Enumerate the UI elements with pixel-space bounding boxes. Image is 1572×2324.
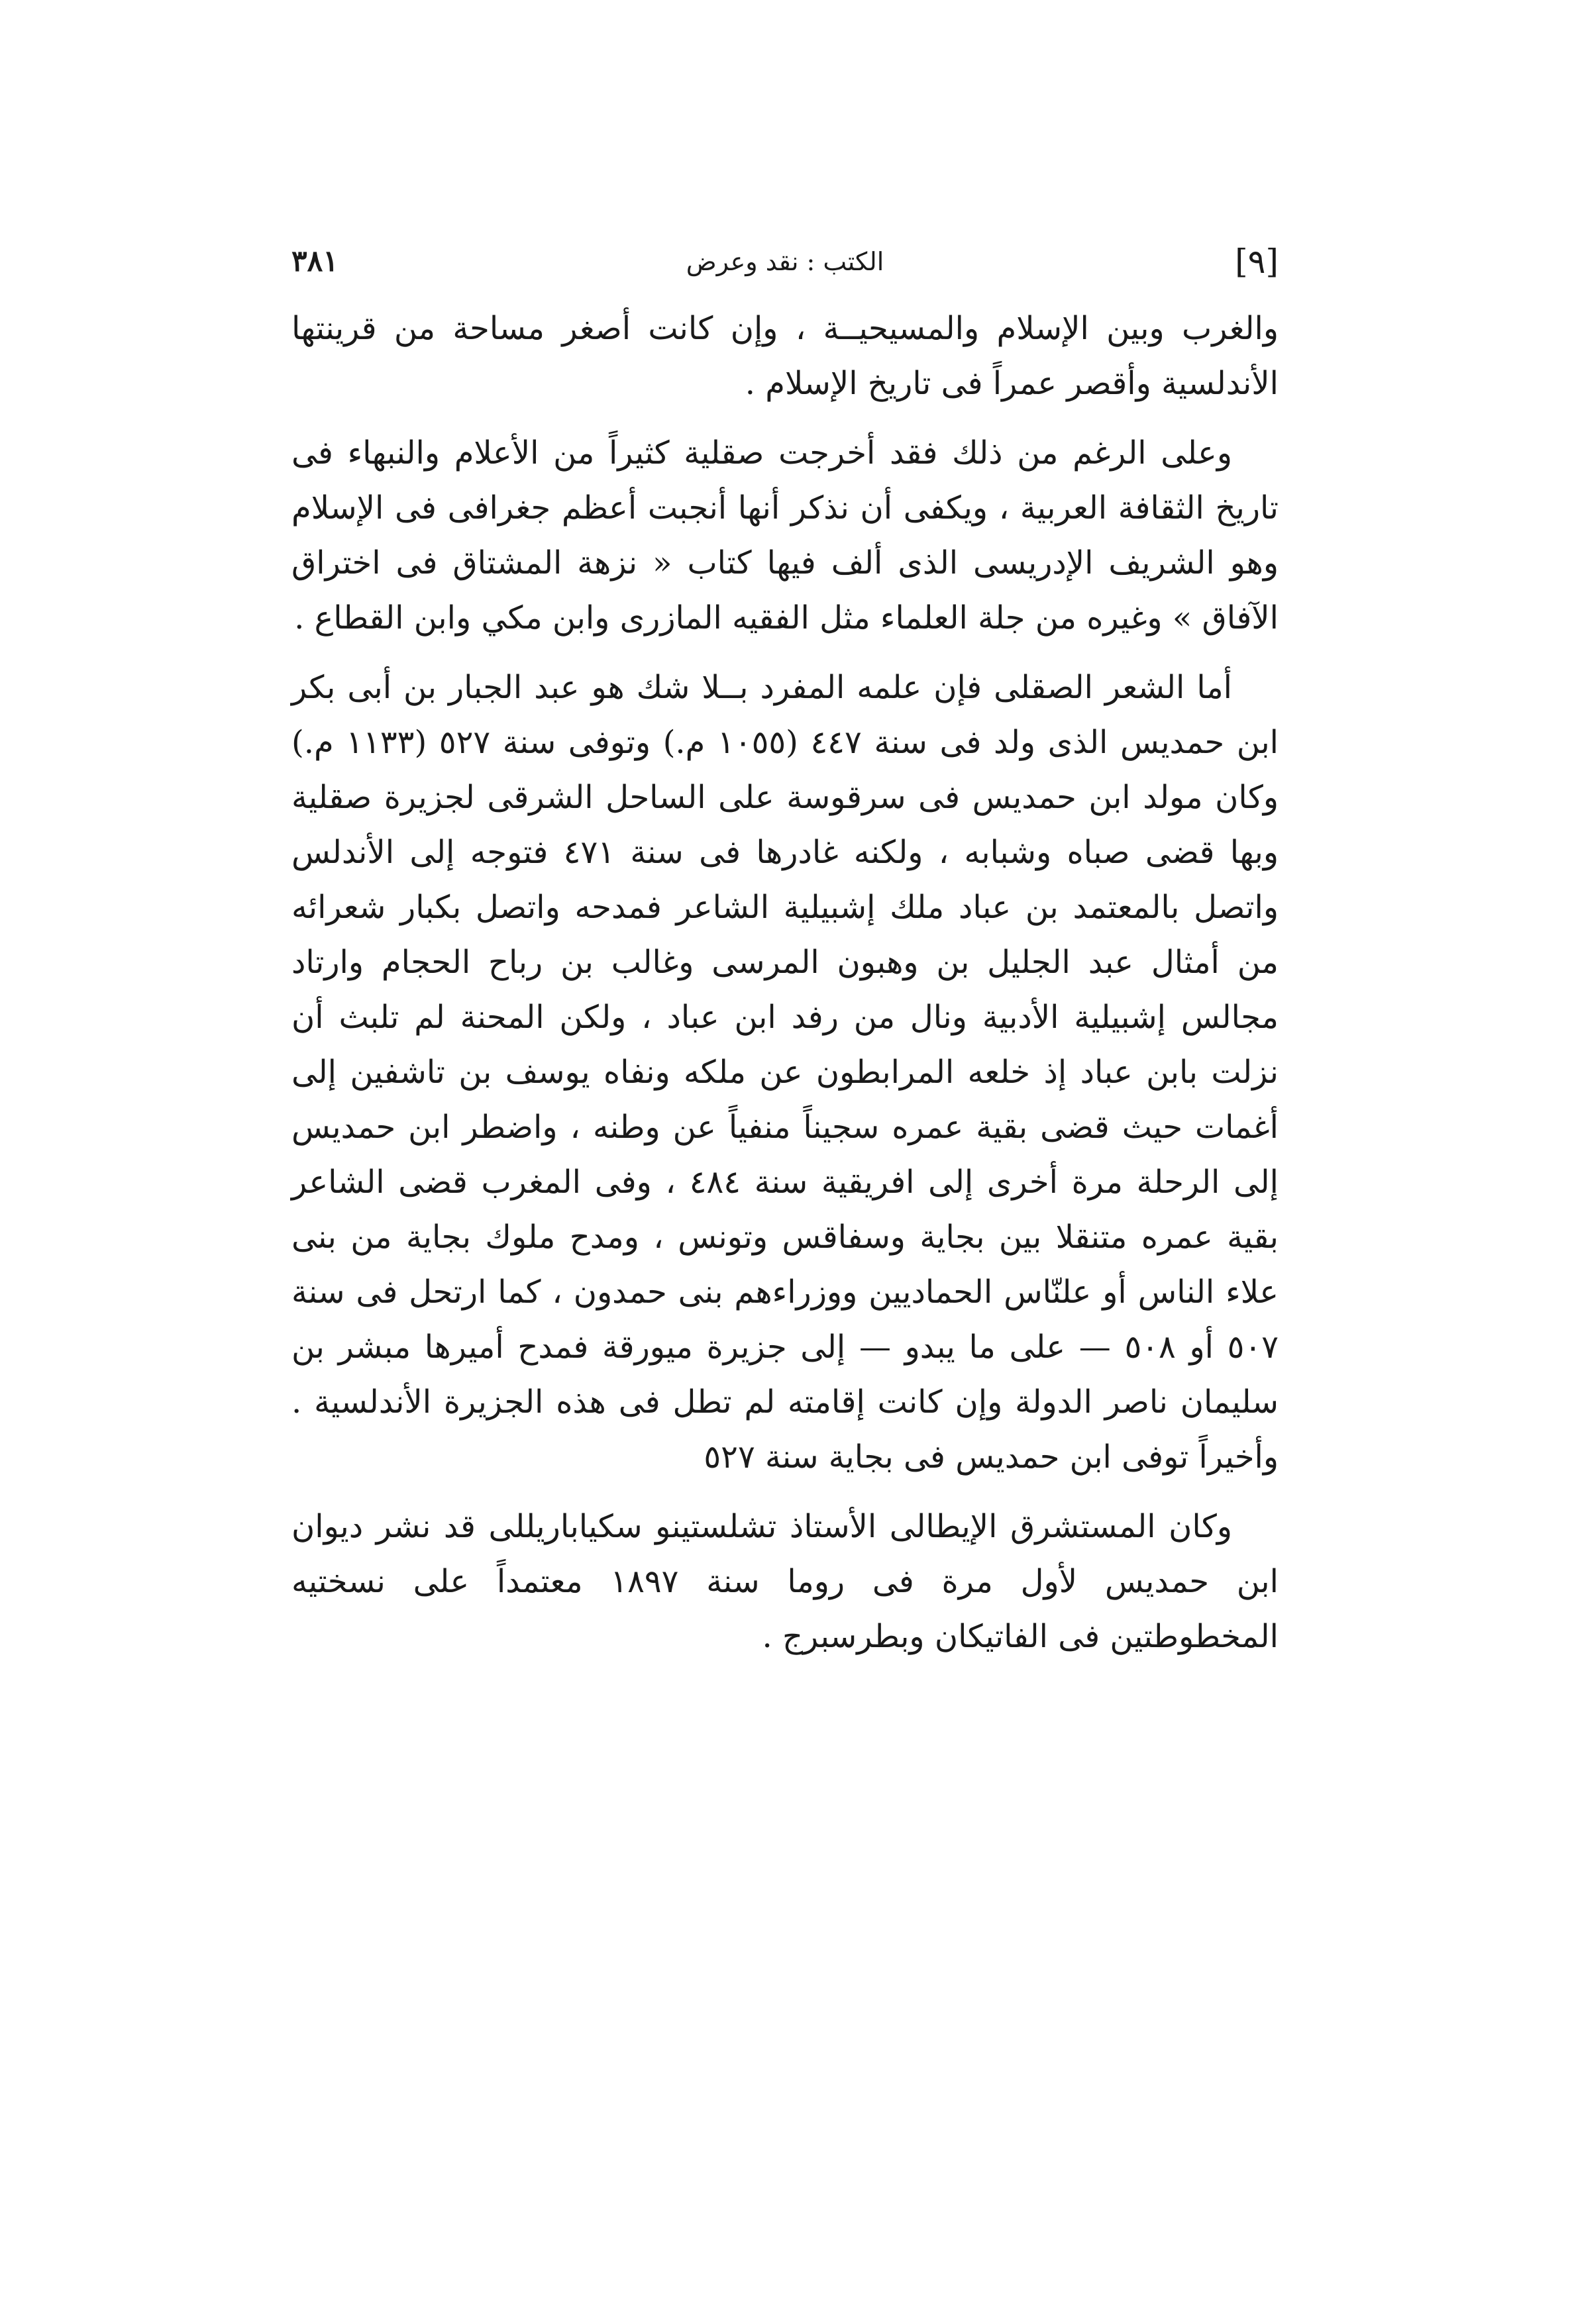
paragraph-2: وعلى الرغم من ذلك فقد أخرجت صقلية كثيراً من الأعلام والنبهاء فى تاريخ الثقافة العربية ، ويكفى أن نذكر أنها أنجبت أعظم جغرافى فى الإسلام وهو الشريف الإدريسى الذى ألف فيها كتاب « نزهة المشتاق فى اختراق الآفاق » وغيره من جلة العلماء مثل الفقيه المازرى وابن مكي وابن القطاع . [291, 434, 1279, 636]
body-text [291, 301, 1279, 1679]
running-title: الكتب : نقد وعرض [686, 247, 884, 276]
page-number: ٣٨١ [291, 244, 339, 278]
paragraph-4: وكان المستشرق الإيطالى الأستاذ تشلستينو سكياباريللى قد نشر ديوان ابن حمديس لأول مرة فى روما سنة ١٨٩٧ معتمداً على نسختيه المخطوطتين فى الفاتيكان وبطرسبرج . [291, 1508, 1279, 1655]
paragraph-1: والغرب وبين الإسلام والمسيحيــة ، وإن كانت أصغر مساحة من قرينتها الأندلسية وأقصر عمراً فى تاريخ الإسلام . [291, 310, 1279, 402]
page-header [291, 235, 1279, 288]
section-marker: [٩] [1235, 242, 1279, 281]
paragraph-3: أما الشعر الصقلى فإن علمه المفرد بــلا شك هو عبد الجبار بن أبى بكر ابن حمديس الذى ولد فى سنة ٤٤٧ (١٠٥٥ م.) وتوفى سنة ٥٢٧ (١١٣٣ م.) وكان مولد ابن حمديس فى سرقوسة على الساحل الشرقى لجزيرة صقلية وبها قضى صباه وشبابه ، ولكنه غادرها فى سنة ٤٧١ فتوجه إلى الأندلس واتصل بالمعتمد بن عباد ملك إشبيلية الشاعر فمدحه واتصل بكبار شعرائه من أمثال عبد الجليل بن وهبون المرسى وغالب بن رباح الحجام وارتاد مجالس إشبيلية الأدبية ونال من رفد ابن عباد ، ولكن المحنة لم تلبث أن نزلت بابن عباد إذ خلعه المرابطون عن ملكه ونفاه يوسف بن تاشفين إلى أغمات حيث قضى بقية عمره سجيناً منفياً عن وطنه ، واضطر ابن حمديس إلى الرحلة مرة أخرى إلى افريقية سنة ٤٨٤ ، وفى المغرب قضى الشاعر بقية عمره متنقلا بين بجاية وسفاقس وتونس ، ومدح ملوك بجاية من بنى علاء الناس أو علنّاس الحماديين ووزراءهم بنى حمدون ، كما ارتحل فى سنة ٥٠٧ أو ٥٠٨ — على ما يبدو — إلى جزيرة ميورقة فمدح أميرها مبشر بن سليمان ناصر الدولة وإن كانت إقامته لم تطل فى هذه الجزيرة الأندلسية . وأخيراً توفى ابن حمديس فى بجاية سنة ٥٢٧ [291, 669, 1279, 1476]
